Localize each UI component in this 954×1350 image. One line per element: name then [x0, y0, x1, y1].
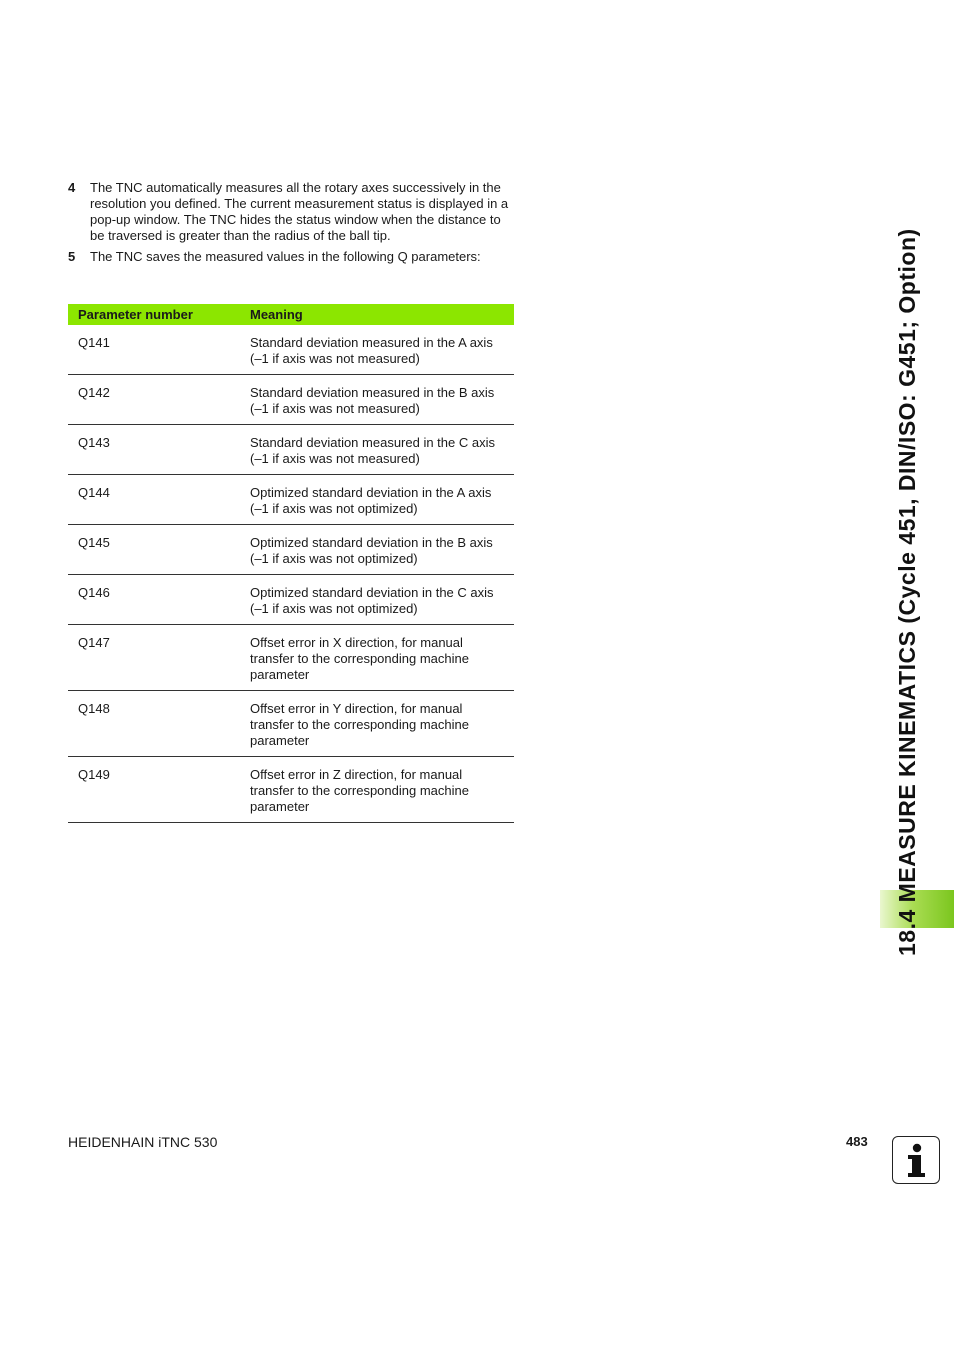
meaning-line: parameter — [250, 733, 310, 748]
step-text: The TNC saves the measured values in the following Q parameters: — [90, 249, 481, 264]
meaning-cell — [240, 325, 514, 375]
info-icon — [892, 1136, 940, 1184]
footer-product-name: HEIDENHAIN iTNC 530 — [68, 1134, 218, 1150]
meaning-cell — [240, 525, 514, 575]
meaning-cell — [240, 475, 514, 525]
param-number-cell: Q147 — [68, 625, 240, 691]
meaning-line: Offset error in Z direction, for manual — [250, 767, 463, 782]
meaning-line: Optimized standard deviation in the B axis — [250, 535, 493, 550]
q-parameter-table — [68, 304, 514, 823]
table-row — [68, 691, 514, 757]
meaning-cell — [240, 691, 514, 757]
meaning-line: Standard deviation measured in the B axis — [250, 385, 495, 400]
table-row — [68, 525, 514, 575]
param-number-cell: Q146 — [68, 575, 240, 625]
meaning-line: Offset error in X direction, for manual — [250, 635, 463, 650]
meaning-line: (–1 if axis was not measured) — [250, 401, 420, 416]
meaning-cell — [240, 425, 514, 475]
meaning-line: transfer to the corresponding machine — [250, 783, 469, 798]
step-item — [68, 180, 514, 244]
meaning-line: Optimized standard deviation in the A axis — [250, 485, 492, 500]
param-number-cell: Q149 — [68, 757, 240, 823]
info-icon-glyph — [893, 1137, 938, 1182]
meaning-cell — [240, 575, 514, 625]
table-row — [68, 625, 514, 691]
meaning-line: Standard deviation measured in the A axis — [250, 335, 493, 350]
meaning-cell — [240, 625, 514, 691]
param-number-cell: Q145 — [68, 525, 240, 575]
step-number: 4 — [68, 180, 76, 195]
param-number-cell: Q143 — [68, 425, 240, 475]
param-number-cell: Q144 — [68, 475, 240, 525]
meaning-line: (–1 if axis was not optimized) — [250, 601, 418, 616]
chapter-side-title: 18.4 MEASURE KINEMATICS (Cycle 451, DIN/ISO: G451; Option) — [894, 228, 920, 956]
page-number: 483 — [846, 1134, 868, 1149]
table-body — [68, 325, 514, 823]
meaning-line: (–1 if axis was not optimized) — [250, 501, 418, 516]
header-parameter-number: Parameter number — [68, 304, 240, 325]
step-number: 5 — [68, 249, 76, 264]
table-row — [68, 325, 514, 375]
meaning-cell — [240, 375, 514, 425]
param-number-cell: Q141 — [68, 325, 240, 375]
table-row — [68, 575, 514, 625]
meaning-line: transfer to the corresponding machine — [250, 651, 469, 666]
table-row — [68, 757, 514, 823]
step-text: The TNC automatically measures all the rotary axes successively in the resolution you defined. The current measurement status is displayed in a pop-up window. The TNC hides the status window when the distance to be traversed is greater than the radius of the ball tip. — [90, 180, 509, 243]
instruction-steps — [68, 180, 514, 270]
header-meaning: Meaning — [240, 304, 514, 325]
table-row — [68, 475, 514, 525]
param-number-cell: Q142 — [68, 375, 240, 425]
meaning-line: Standard deviation measured in the C axis — [250, 435, 495, 450]
table-header-row — [68, 304, 514, 325]
meaning-line: Offset error in Y direction, for manual — [250, 701, 463, 716]
meaning-line: transfer to the corresponding machine — [250, 717, 469, 732]
table-row — [68, 375, 514, 425]
meaning-line: (–1 if axis was not measured) — [250, 451, 420, 466]
meaning-line: parameter — [250, 799, 310, 814]
meaning-cell — [240, 757, 514, 823]
meaning-line: (–1 if axis was not measured) — [250, 351, 420, 366]
step-item — [68, 249, 514, 265]
meaning-line: parameter — [250, 667, 310, 682]
table-row — [68, 425, 514, 475]
param-number-cell: Q148 — [68, 691, 240, 757]
meaning-line: (–1 if axis was not optimized) — [250, 551, 418, 566]
meaning-line: Optimized standard deviation in the C axis — [250, 585, 494, 600]
